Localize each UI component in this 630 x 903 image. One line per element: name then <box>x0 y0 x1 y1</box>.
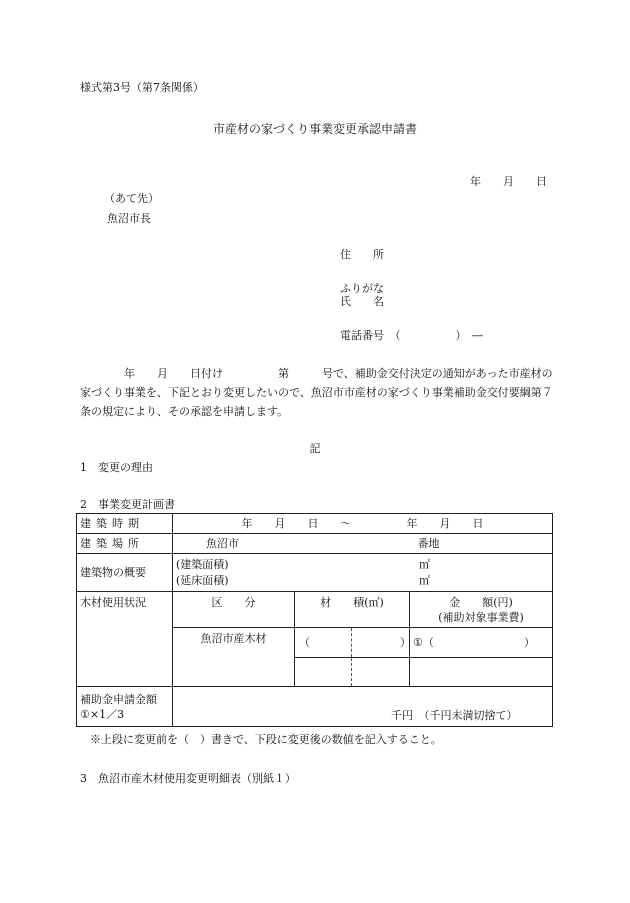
wood-type-label: 魚沼市産木材 <box>173 628 295 687</box>
row-building-overview-value <box>173 554 553 592</box>
date-line: 年 月 日 <box>470 175 547 188</box>
amount-before-cell <box>410 628 553 658</box>
row-building-overview-label: 建築物の概要 <box>77 554 173 592</box>
row-construction-site-label: 建築場所 <box>77 534 173 554</box>
addressee-name: 魚沼市長 <box>107 212 151 225</box>
section-2-heading: 2 事業変更計画書 <box>80 498 175 511</box>
row-construction-site-value <box>173 534 553 554</box>
building-area-unit: ㎡ <box>419 557 430 571</box>
volume-before-cell <box>295 628 410 658</box>
volume-divider-lower <box>351 658 352 686</box>
row-construction-period-value: 年 月 日 ～ 年 月 日 <box>173 514 553 534</box>
section-3-heading: 3 魚沼市産木材使用変更明細表（別紙１） <box>80 772 296 785</box>
document-title: 市産材の家づくり事業変更承認申請書 <box>212 122 417 136</box>
section-1-heading: 1 変更の理由 <box>80 461 153 474</box>
amount-circle-open: ①（ <box>413 636 434 649</box>
amount-after-cell <box>410 658 553 687</box>
floor-area-unit: ㎡ <box>419 573 430 587</box>
form-number: 様式第3号（第7条関係） <box>80 81 204 94</box>
col-amount-header-sub: (補助対象事業費) <box>438 611 524 624</box>
volume-divider <box>351 628 352 657</box>
site-city: 魚沼市 <box>206 537 239 550</box>
col-kubun-header: 区 分 <box>173 592 295 628</box>
volume-after-cell <box>295 658 410 687</box>
addressee-label: （あて先） <box>104 192 159 205</box>
row-construction-period-label: 建築時期 <box>77 514 173 534</box>
row-wood-usage-label: 木材使用状況 <box>77 592 173 687</box>
subsidy-label: 補助金申請金額 <box>80 692 157 706</box>
subsidy-formula: ①×1／3 <box>80 707 125 721</box>
amount-paren-close: ） <box>524 636 535 649</box>
applicant-address-label: 住 所 <box>340 248 384 261</box>
applicant-furigana-label: ふりがな <box>340 282 384 295</box>
row-subsidy-label <box>77 687 173 727</box>
body-paragraph: 年 月 日付け 第 号で、補助金交付決定の通知があった市産材の家づくり事業を、下記とおり変更したいので、魚沼市市産材の家づくり事業補助金交付要綱第７条の規定により、その承認を申請します。 <box>80 367 553 418</box>
building-area-label: (建築面積) <box>176 557 229 571</box>
volume-paren-close: ） <box>400 636 411 649</box>
subsidy-unit: 千円 （千円未満切捨て） <box>391 709 518 722</box>
floor-area-label: (延床面積) <box>176 573 229 587</box>
applicant-phone-label: 電話番号 （ ） ― <box>340 329 483 342</box>
row-subsidy-value <box>173 687 553 727</box>
col-volume-header: 材 積(㎥) <box>295 592 410 628</box>
col-amount-header-main: 金 額(円) <box>449 596 513 609</box>
volume-paren-open: （ <box>299 636 310 649</box>
ki-heading: 記 <box>309 442 321 455</box>
col-amount-header <box>410 592 553 628</box>
applicant-name-label: 氏 名 <box>340 295 384 308</box>
plan-table <box>76 513 553 727</box>
table-note: ※上段に変更前を（ ）書きで、下段に変更後の数値を記入すること。 <box>90 733 442 746</box>
site-banchi: 番地 <box>417 537 440 550</box>
